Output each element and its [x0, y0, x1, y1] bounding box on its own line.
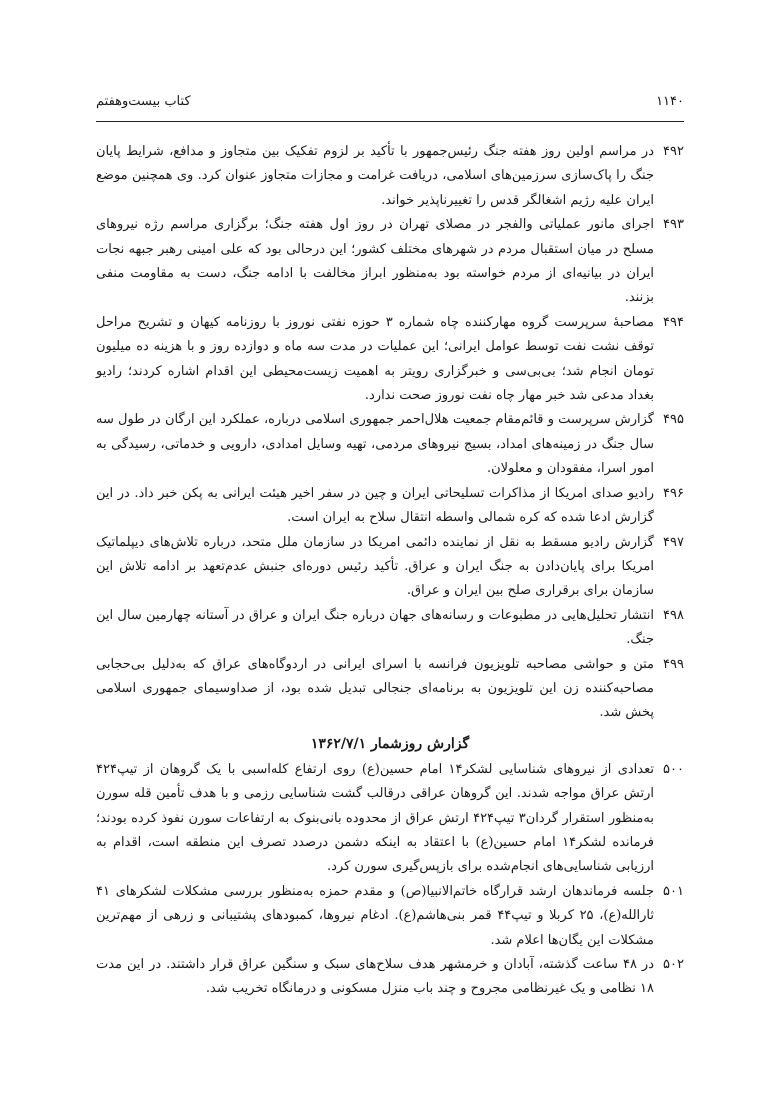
entry-499 [96, 653, 684, 726]
entry-498 [96, 604, 684, 653]
entry-number: ۴۹۶ [663, 485, 684, 501]
entry-number: ۴۹۷ [663, 534, 684, 550]
entry-number: ۴۹۸ [663, 607, 684, 623]
entry-number: ۴۹۲ [663, 144, 684, 159]
entry-501 [96, 880, 684, 953]
entry-text: تعدادی از نیروهای شناسایی لشکر۱۴ امام حسین(ع) روی ارتفاع کله‌اسبی با یک گروهان از تیپ۴۲۴ ارتش عراق مواجه شدند. این گروهان عراقی درقالب گشت شناسایی رزمی و با هدف تأمین قله سورن به‌منظور استقرار گردان۳ تیپ۴۲۴ ارتش عراق از محدوده بانی‌بنوک به ارتفاعات سورن نفوذ کرده بودند؛ فرمانده لشکر۱۴ امام حسین(ع) با اعتقاد به اینکه دشمن درصدد تصرف این منطقه است، اقدام به ارزیابی شناسایی‌های انجام‌شده برای بازپس‌گیری سورن کرد. [96, 761, 654, 875]
entry-492 [96, 140, 684, 213]
entry-text: گزارش رادیو مسقط به نقل از نماینده دائمی امریکا در سازمان ملل متحد، درباره تلاش‌های دیپلماتیک امریکا برای پایان‌دادن به جنگ ایران و عراق. تأکید رئیس دوره‌ای جنبش عدم‌تعهد بر ادامه تلاش این سازمان برای برقراری صلح بین ایران و عراق. [96, 534, 654, 599]
page-number: ۱۱۴۰ [656, 93, 684, 109]
entry-496 [96, 482, 684, 531]
entry-497 [96, 531, 684, 604]
entry-text: مصاحبهٔ سرپرست گروه مهارکننده چاه شماره ۳ حوزه نفتی نوروز با روزنامه کیهان و تشریح مراحل توقف نشت نفت توسط عوامل ایرانی؛ این عملیات در مدت سه ماه و دوازده روز و با هزینه ده میلیون تومان انجام شد؛ بی‌بی‌سی و خبرگزاری رویتر به اهمیت زیست‌محیطی این اقدام اشاره کردند؛ رادیو بغداد مدعی شد خبر مهار چاه نفت نوروز صحت ندارد. [96, 314, 654, 404]
entry-number: ۵۰۰ [663, 761, 684, 777]
entry-text: جلسه فرماندهان ارشد قرارگاه خاتم‌الانبیا(ص) و مقدم حمزه به‌منظور بررسی مشکلات لشکرهای ۴۱ ثارالله(ع)، ۲۵ کربلا و تیپ۴۴ قمر بنی‌هاشم(ع). ادغام نیروها، کمبودهای پشتیبانی و زرهی از مهم‌ترین مشکلات این یگان‌ها اعلام شد. [96, 883, 655, 948]
entry-500 [96, 758, 684, 880]
entry-number: ۵۰۲ [663, 957, 684, 972]
entry-number: ۴۹۳ [663, 217, 684, 233]
entry-text: گزارش سرپرست و قائم‌مقام جمعیت هلال‌احمر جمهوری اسلامی درباره، عملکرد این ارگان در طول سه سال جنگ در زمینه‌های امداد، بسیج نیروهای مردمی، تهیه وسایل امدادی، دارویی و خدماتی، رسیدگی به امور اسرا، مفقودان و معلولان. [96, 412, 654, 477]
entry-text: اجرای مانور عملیاتی والفجر در مصلای تهران در روز اول هفته جنگ؛ برگزاری مراسم رژه نیروهای مسلح در میان استقبال مردم در شهرهای مختلف کشور؛ این درحالی بود که علی امینی رهبر جبهه نجات ایران در بیانیه‌ای از مردم خواسته بود به‌منظور ابراز مخالفت با ادامه جنگ، دست به مقاومت منفی بزنند. [96, 217, 654, 306]
entry-number: ۴۹۴ [663, 314, 684, 330]
entry-text: در مراسم اولین روز هفته جنگ رئیس‌جمهور با تأکید بر لزوم تفکیک بین متجاوز و مدافع، شرایط پایان جنگ را پاک‌سازی سرزمین‌های اسلامی، دریافت غرامت و مجازات متجاوز عنوان کرد. وی همچنین موضع ایران علیه رژیم اشغالگر قدس را تغییرناپذیر خواند. [96, 144, 654, 208]
section-title: گزارش روزشمار ۱۳۶۲/۷/۱ [310, 735, 470, 752]
document-body [96, 140, 684, 1002]
entry-493 [96, 213, 684, 311]
entry-text: در ۴۸ ساعت گذشته، آبادان و خرمشهر هدف سلاح‌های سبک و سنگین عراق قرار داشتند. در این مدت ۱۸ نظامی و یک غیرنظامی مجروح و چند باب منزل مسکونی و درمانگاه تخریب شد. [96, 957, 654, 997]
entry-502 [96, 953, 684, 1002]
running-header [96, 88, 684, 114]
header-divider [96, 121, 684, 122]
entry-number: ۵۰۱ [663, 883, 684, 899]
entry-text: انتشار تحلیل‌هایی در مطبوعات و رسانه‌های جهان درباره جنگ ایران و عراق در آستانه چهارمین سال این جنگ. [96, 607, 654, 648]
entry-text: رادیو صدای امریکا از مذاکرات تسلیحاتی ایران و چین در سفر اخیر هیئت ایرانی به پکن خبر داد. در این گزارش ادعا شده که کره شمالی واسطه انتقال سلاح به ایران است. [96, 485, 654, 526]
book-title: کتاب بیست‌وهفتم [96, 93, 191, 109]
entry-number: ۴۹۹ [663, 656, 684, 672]
entry-number: ۴۹۵ [663, 412, 684, 428]
entry-495 [96, 408, 684, 481]
entry-494 [96, 311, 684, 409]
entry-text: متن و حواشی مصاحبه تلویزیون فرانسه با اسرای ایرانی در اردوگاه‌های عراق که به‌دلیل بی‌حجابی مصاحبه‌کننده زن این تلویزیون به برنامه‌ای جنجالی تبدیل شده بود، از صداوسیمای جمهوری اسلامی پخش شد. [96, 656, 654, 721]
